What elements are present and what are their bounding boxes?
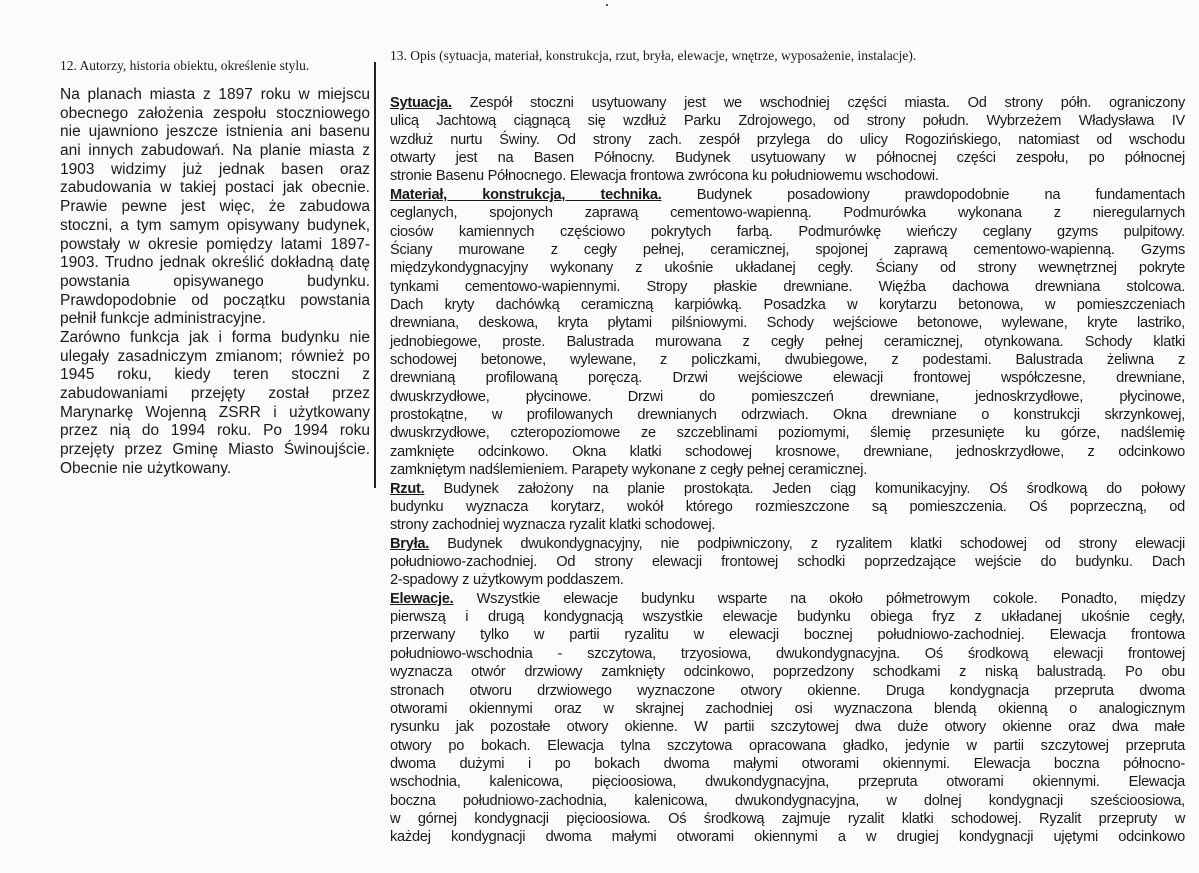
text-line <box>390 259 1185 277</box>
line-text: Prawdopodobnie od początku powstania <box>60 291 370 309</box>
text-line <box>390 516 1185 534</box>
line-text: Prawie pewne jest więc, że zabudowa <box>60 198 370 216</box>
text-line <box>390 718 1185 736</box>
line-text: drewnianą profilowaną poręczą. Drzwi wejściowe elewacji frontowej współczesne, drewniane, <box>390 370 1185 387</box>
line-text: wyznacza otwór drzwiowy zamknięty odcinkowo, poprzedzony schodkami z niską balustradą. Po obu <box>390 664 1185 681</box>
text-line <box>390 645 1185 663</box>
line-text: zamkniętym nadślemieniem. Parapety wykonane z cegły pełnej ceramicznej. <box>390 462 868 479</box>
text-line <box>390 204 1185 222</box>
line-text: 1945 roku, kiedy teren stoczni z <box>60 366 370 384</box>
line-text: zabudowania w takiej postaci jak obecnie. <box>60 179 370 197</box>
text-line <box>60 385 370 404</box>
line-text: Budynek dwukondygnacyjny, nie podpiwniczony, z ryzalitem klatki schodowej od strony elewacji <box>429 535 1185 552</box>
line-text: przez nią do 1994 roku. Po 1994 roku <box>60 422 370 440</box>
section-heading: Sytuacja. <box>390 95 452 111</box>
line-text: Budynek założony na planie prostokąta. Jeden ciąg komunikacyjny. Oś środkową do połowy <box>424 480 1185 497</box>
text-line <box>60 348 370 367</box>
line-text: ani innych zabudowań. Na planie miasta z <box>60 142 370 160</box>
line-text: ulegały zasadniczym zmianom; również po <box>60 347 370 365</box>
text-line <box>390 296 1185 314</box>
line-text: Obecnie nie użytkowany. <box>60 459 232 477</box>
text-line <box>390 388 1185 406</box>
text-line <box>60 366 370 385</box>
text-line <box>390 94 1185 112</box>
text-line <box>60 161 370 180</box>
line-text: otwory po bokach. Elewacja tylna szczytowa opracowana gładko, jedynie w partii szczytowej przepruta <box>390 737 1185 754</box>
text-line <box>390 314 1185 332</box>
text-line <box>390 369 1185 387</box>
text-line <box>60 441 370 460</box>
text-line <box>390 700 1185 718</box>
line-text: pierwszą i drugą kondygnacją wszystkie elewacje budynku obiega fryz z układanej ukośnie cegły, <box>390 609 1185 626</box>
line-text: Budynek posadowiony prawdopodobnie na fundamentach <box>661 186 1185 203</box>
text-line <box>390 663 1185 681</box>
line-text: 2-spadowy z użytkowym poddaszem. <box>390 572 624 589</box>
line-text: powstały w okresie pomiędzy latami 1897- <box>60 235 370 253</box>
text-line <box>390 406 1185 424</box>
text-line <box>390 590 1185 608</box>
text-line <box>60 310 370 329</box>
text-line <box>390 571 1185 589</box>
line-text: Na planach miasta z 1897 roku w miejscu <box>60 86 370 103</box>
text-line <box>390 186 1185 204</box>
text-line <box>60 329 370 348</box>
line-text: zamknięte odcinkowo. Okna klatki schodowej krosnowe, drewniane, jednoskrzydłowe, z odcinkowo <box>390 443 1185 460</box>
text-line <box>390 535 1185 553</box>
line-text: strony zachodniej wyznacza ryzalit klatki schodowej. <box>390 517 716 534</box>
line-text: stronie Basenu Północnego. Elewacja frontowa zwrócona ku południowemu wschodowi. <box>390 168 939 185</box>
line-text: budynku wyznacza korytarz, wokół którego rozmieszczone są pomieszczenia. Oś poprzeczną, od <box>390 498 1185 515</box>
text-line <box>390 792 1185 810</box>
text-line <box>60 292 370 311</box>
line-text: boczna południowo-zachodnia, kalenicowa, dwukondygnacyjna, w dolnej kondygnacji sześcioosiowa, <box>390 792 1185 809</box>
line-text: przejęty przez Gminę Miasto Świnoujście. <box>60 441 370 459</box>
line-text: Wszystkie elewacje budynku wsparte na około półmetrowym cokole. Ponadto, między <box>453 590 1185 607</box>
line-text: każdej kondygnacji dwoma małymi otworami okiennymi a w drugiej kondygnacji ujętymi odcinkowo <box>390 829 1185 846</box>
line-text: rysunku jak pozostałe otwory okienne. W partii szczytowej dwa duże otwory okienne oraz dwa małe <box>390 719 1185 736</box>
line-text: ciosów kamiennych częściowo pokrytych farbą. Podmurówkę wieńczy ceglany gzyms pulpitowy. <box>390 223 1185 240</box>
history-text-column <box>60 86 370 478</box>
text-line <box>60 179 370 198</box>
line-text: schodowej betonowe, wylewane, z policzkami, dwubiegowe, z podestami. Balustrada żeliwna z <box>390 352 1185 369</box>
text-line <box>390 424 1185 442</box>
text-line <box>60 422 370 441</box>
text-line <box>60 198 370 217</box>
section-13-header: 13. Opis (sytuacja, materiał, konstrukcja, rzut, bryła, elewacje, wnętrze, wyposażenie, instalacje). <box>390 48 917 63</box>
text-line <box>390 112 1185 130</box>
line-text: Marynarkę Wojenną ZSRR i użytkowany <box>60 403 370 421</box>
text-line <box>60 105 370 124</box>
section-heading: Rzut. <box>390 480 425 497</box>
text-line <box>60 142 370 161</box>
line-text: stoczni, a tym samym opisywany budynek, <box>60 216 370 234</box>
text-line <box>390 351 1185 369</box>
line-text: otwarty jest na Basen Północny. Budynek usytuowany w północnej części zespołu, po północnej <box>390 150 1185 167</box>
line-text: otworami okiennymi oraz w skrajnej zachodniej osi wyznaczona blendą okienną o analogicznym <box>390 700 1185 717</box>
text-line <box>60 217 370 236</box>
line-text: dwuskrzydłowe, płycinowe. Drzwi do pomieszczeń drewniane, jednoskrzydłowe, płycinowe, <box>390 388 1185 405</box>
text-line <box>390 810 1185 828</box>
line-text: Ściany murowane z cegły pełnej, ceramicznej, spojonej zaprawą cementowo-wapienną. Gzyms <box>390 241 1185 258</box>
line-text: 1903 widzimy już jednak basen oraz <box>60 160 370 178</box>
text-line <box>60 254 370 273</box>
line-text: wzdłuż nurtu Świny. Od strony zach. zespół przylega do ulicy Rogozińskiego, natomiast od wschodu <box>390 131 1185 148</box>
section-heading: Bryła. <box>390 535 430 552</box>
line-text: jednobiegowe, proste. Balustrada murowana z cegły pełnej ceramicznej, otynkowana. Schody klatki <box>390 333 1185 350</box>
line-text: prostokątne, w profilowanych drewnianych odrzwiach. Okna drewniane o konstrukcji skrzynkowej, <box>390 407 1185 424</box>
line-text: międzykondygnacyjny wykonany z ukośnie układanej cegły. Ściany od strony wewnętrznej pokryte <box>390 260 1185 277</box>
line-text: powstania opisywanego budynku. <box>60 272 370 290</box>
line-text: dwuskrzydłowe, czteropoziomowe ze szczeblinami poziomymi, ślemię przesunięte ku górze, nadślemię <box>390 425 1185 442</box>
line-text: dwoma dużymi i po bokach dwoma małymi otworami okiennymi. Elewacja boczna północno- <box>390 755 1185 772</box>
line-text: 1903. Trudno jednak określić dokładną datę <box>60 254 370 272</box>
line-text: pełnił funkcje administracyjne. <box>60 310 266 328</box>
line-text: przerwany tylko w partii ryzalitu w elewacji bocznej południowo-zachodniej. Elewacja frontowa <box>390 627 1185 644</box>
text-line <box>60 273 370 292</box>
line-text: Zarówno funkcja jak i forma budynku nie <box>60 328 370 346</box>
line-text: nie ujawniono jeszcze istnienia ani basenu <box>60 123 370 141</box>
text-line <box>390 755 1185 773</box>
text-line <box>390 480 1185 498</box>
text-line <box>390 737 1185 755</box>
line-text: południowo-zachodniej. Od strony elewacji frontowej schodki poprzedzające wejście do budynku. Dach <box>390 553 1185 570</box>
text-line <box>390 828 1185 846</box>
column-divider <box>374 62 376 488</box>
text-line <box>60 460 370 479</box>
text-line <box>390 278 1185 296</box>
text-line <box>390 553 1185 571</box>
line-text: obecnego założenia zespołu stoczniowego <box>60 104 370 122</box>
scan-speck <box>606 4 608 6</box>
line-text: drewniana, deskowa, kryta płytami pilśniowymi. Schody wejściowe betonowe, wylewane, kryte lastriko, <box>390 315 1185 332</box>
text-line <box>60 86 370 105</box>
line-text: stronach otworu drzwiowego wyznaczone otwory okienne. Druga kondygnacja przepruta dwoma <box>390 682 1185 699</box>
text-line <box>390 682 1185 700</box>
text-line <box>60 123 370 142</box>
text-line <box>60 404 370 423</box>
text-line <box>390 626 1185 644</box>
section-heading: Elewacje. <box>390 590 454 607</box>
line-text: południowo-wschodnia - szczytowa, trzyosiowa, dwukondygnacyjna. Oś środkową elewacji frontowej <box>390 645 1185 662</box>
text-line <box>390 223 1185 241</box>
text-line <box>390 498 1185 516</box>
description-text-column <box>390 94 1185 847</box>
line-text: w górnej kondygnacji pięcioosiowa. Oś środkową zajmuje ryzalit klatki schodowej. Ryzalit przepruty w <box>390 811 1185 828</box>
line-text: zabudowaniami przejęty został przez <box>60 385 370 402</box>
line-text: wschodnia, kalenicowa, pięcioosiowa, dwukondygnacyjna, przepruta otworami okiennymi. Elewacja <box>390 774 1185 791</box>
text-line <box>390 773 1185 791</box>
text-line <box>390 608 1185 626</box>
text-line <box>390 443 1185 461</box>
text-line <box>390 131 1185 149</box>
text-line <box>390 167 1185 185</box>
line-text: ceglanych, spojonych zaprawą cementowo-wapienną. Podmurówka wykonana z nieregularnych <box>390 205 1185 222</box>
line-text: tynkami cementowo-wapiennymi. Stropy płaskie drewniane. Więźba dachowa drewniana stolcowa. <box>390 278 1185 295</box>
line-text: ulicą Jachtową ciągnącą się wzdłuż Parku Zdrojowego, od strony połudn. Wybrzeżem Władysława IV <box>390 113 1185 130</box>
text-line <box>390 241 1185 259</box>
section-12-header: 12. Autorzy, historia obiektu, określenie stylu. <box>60 58 310 73</box>
section-heading: Materiał, konstrukcja, technika. <box>390 186 662 203</box>
text-line <box>390 461 1185 479</box>
text-line <box>390 333 1185 351</box>
line-text: Dach kryty dachówką ceramiczną karpiówką. Posadzka w korytarzu betonowa, w pomieszczeniach <box>390 296 1185 313</box>
text-line <box>60 236 370 255</box>
line-text: Zespół stoczni usytuowany jest we wschodniej części miasta. Od strony półn. ograniczony <box>451 95 1185 111</box>
text-line <box>390 149 1185 167</box>
